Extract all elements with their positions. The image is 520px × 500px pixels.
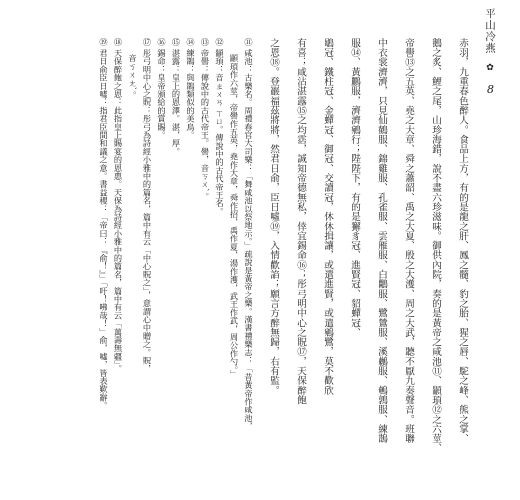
note-column: ⑭ 練鵲：與鵲類似的美鳥。 [186,38,196,140]
note-column-continuation: 音ㄎㄨㄤˋ。 [128,54,138,100]
main-text-column: 鶡冠、鐵柱冠、金蟬冠、御冠、交讀冠，休休揖讓，或遣進賢，或遣鵷鷺，莫不歡欣 [322,38,333,396]
note-column: ⑮ 湛露：皇上的恩澤。湛，厚。 [171,38,182,156]
annotation-notes [97,38,257,450]
main-text [260,38,476,453]
note-column-continuation: 顓頊作六莖，帝嚳作五英，堯作大章，舜作招，禹作夏，湯作濩，武王作武，周公作勺。」 [229,54,240,378]
main-text-column: 鵝之炙、鯉之尾，山珍海錯，說不盡六珍滋味。御供內院，奏的是黃帝之咸池⑪、顓頊⑫之六莖、 [430,38,441,453]
main-text-column: 有喜；咸沾湛露⑮之均霑，誠知帝德無私，倖宜錫命⑯；彤弓明中心之貺⑰，天保醉飽 [295,38,306,405]
main-text-column: 赤羽，九重春色醉人。食品上方，有的是龍之肝、鳳之髓、豹之胎、猩之唇、駝之峰、熊之掌、 [457,38,468,444]
note-column: ⑰ 彤弓明中心之貺：彤弓為詩經小雅中的篇名，篇中有云「中心貺之」，意謂心中贈之。貺， [142,38,153,373]
main-text-column: 之恩⑱。登巖福茲將將，然君日俞，臣日噓⑲，入情歡諂；願言方醉無歸，右有監。 [268,38,279,396]
main-text-column: 服⑭、黃鸝服，濟濟鵷行；陛陛下，有的是獬豸冠、進賢冠、貂蟬冠、 [349,38,360,338]
note-column: ⑱ 天保醉飽之恩：此指皇上賜宴的恩惠。天保為詩經小雅中的篇名，篇中有云「萬壽無疆」。 [113,38,124,373]
main-text-column: 中衣裳濟濟，只見仙鶴服、錦雞服、孔雀服、雲雁服、白鷴服、鷺鷥服、溪鶒服、鵪鶉服、練鵲 [376,38,387,444]
running-header [482,8,498,96]
note-column: ⑫ 顓頊：音ㄓㄨㄢ ㄒㄩ。傳說中的古代帝王名。 [215,38,225,216]
note-column: ⑪ 咸池：古樂名。周禮春官大司樂：「舞咸池以祭地示。」疏說是黃帝之樂。漢書禮樂志：「昔黃帝作咸池， [244,38,254,431]
note-column: ⑯ 錫命：皇帝頒給的賞賜。 [157,38,167,140]
book-title: 平山冷燕 [484,8,496,54]
main-text-column: 帝嚳⑬之五英、堯之大章、舜之蕭韶、禹之大夏、殷之大濩、周之大武，聽不厭九奏聲音。班聯 [403,38,414,444]
page-number: 8 [484,82,497,96]
flower-ornament-icon: ✿ [485,63,495,74]
note-column: ⑬ 帝嚳：傳說中的古代帝王。嚳，音ㄎㄨˋ。 [200,38,211,201]
note-column: ⑲ 君日俞臣日噓：指君臣間和議之意。書益稷：「帝曰：『俞！』」「吁！咈哉！」俞，噓，皆表歎辭。 [99,38,109,410]
